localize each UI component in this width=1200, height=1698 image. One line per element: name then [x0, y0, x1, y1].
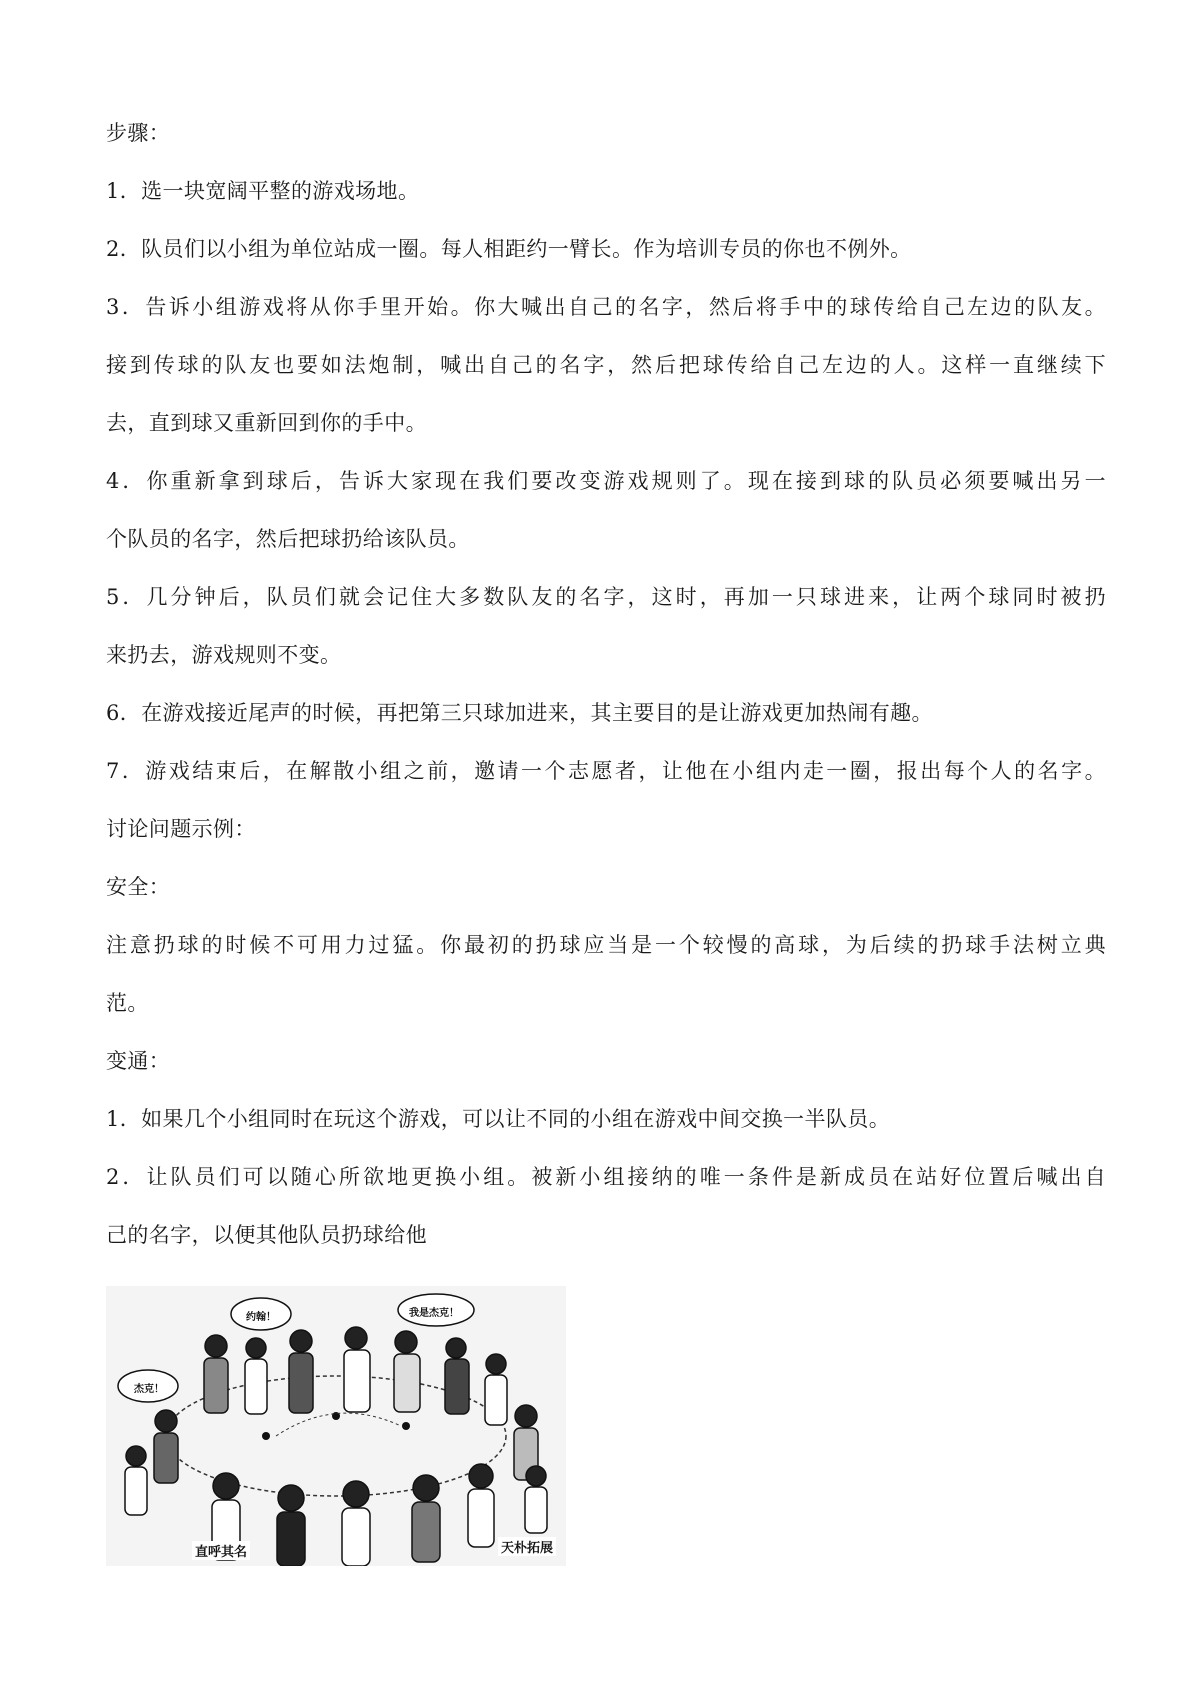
- text-line: 1．选一块宽阔平整的游戏场地。: [106, 179, 420, 203]
- text-line: 去，直到球又重新回到你的手中。: [106, 411, 427, 435]
- text-line: 2．让队员们可以随心所欲地更换小组。被新小组接纳的唯一条件是新成员在站好位置后喊出自: [106, 1165, 1106, 1189]
- speech-bubble-2: 杰克！: [134, 1384, 164, 1395]
- document-body: [106, 104, 1106, 1264]
- text-line: 1．如果几个小组同时在玩这个游戏，可以让不同的小组在游戏中间交换一半队员。: [106, 1107, 891, 1131]
- text-line: 接到传球的队友也要如法炮制，喊出自己的名字，然后把球传给自己左边的人。这样一直继续下: [106, 353, 1106, 377]
- text-line: 注意扔球的时候不可用力过猛。你最初的扔球应当是一个较慢的高球，为后续的扔球手法树立典: [106, 933, 1106, 957]
- speech-bubble-1: 约翰！: [246, 1312, 276, 1323]
- illustration-caption-left: 直呼其名: [192, 1541, 250, 1560]
- text-line: 步骤：: [106, 121, 171, 145]
- text-line: 2．队员们以小组为单位站成一圈。每人相距约一臂长。作为培训专员的你也不例外。: [106, 237, 912, 261]
- speech-bubble-3: 我是杰克！: [409, 1308, 459, 1319]
- text-line: 来扔去，游戏规则不变。: [106, 643, 342, 667]
- text-line: 变通：: [106, 1049, 171, 1073]
- cartoon-illustration: [106, 1286, 566, 1566]
- text-line: 个队员的名字，然后把球扔给该队员。: [106, 527, 470, 551]
- cartoon-people-circle-image: [106, 1286, 566, 1566]
- text-line: 讨论问题示例：: [106, 817, 256, 841]
- text-line: 范。: [106, 991, 149, 1015]
- illustration-caption-right: 天朴拓展: [498, 1537, 556, 1556]
- text-line: 7．游戏结束后，在解散小组之前，邀请一个志愿者，让他在小组内走一圈，报出每个人的名字。: [106, 759, 1106, 783]
- text-line: 3．告诉小组游戏将从你手里开始。你大喊出自己的名字，然后将手中的球传给自己左边的队友。: [106, 295, 1106, 319]
- text-line: 己的名字，以便其他队员扔球给他: [106, 1223, 427, 1247]
- text-line: 安全：: [106, 875, 171, 899]
- text-line: 4．你重新拿到球后，告诉大家现在我们要改变游戏规则了。现在接到球的队员必须要喊出另一: [106, 469, 1106, 493]
- text-line: 5．几分钟后，队员们就会记住大多数队友的名字，这时，再加一只球进来，让两个球同时被扔: [106, 585, 1106, 609]
- text-line: 6．在游戏接近尾声的时候，再把第三只球加进来，其主要目的是让游戏更加热闹有趣。: [106, 701, 933, 725]
